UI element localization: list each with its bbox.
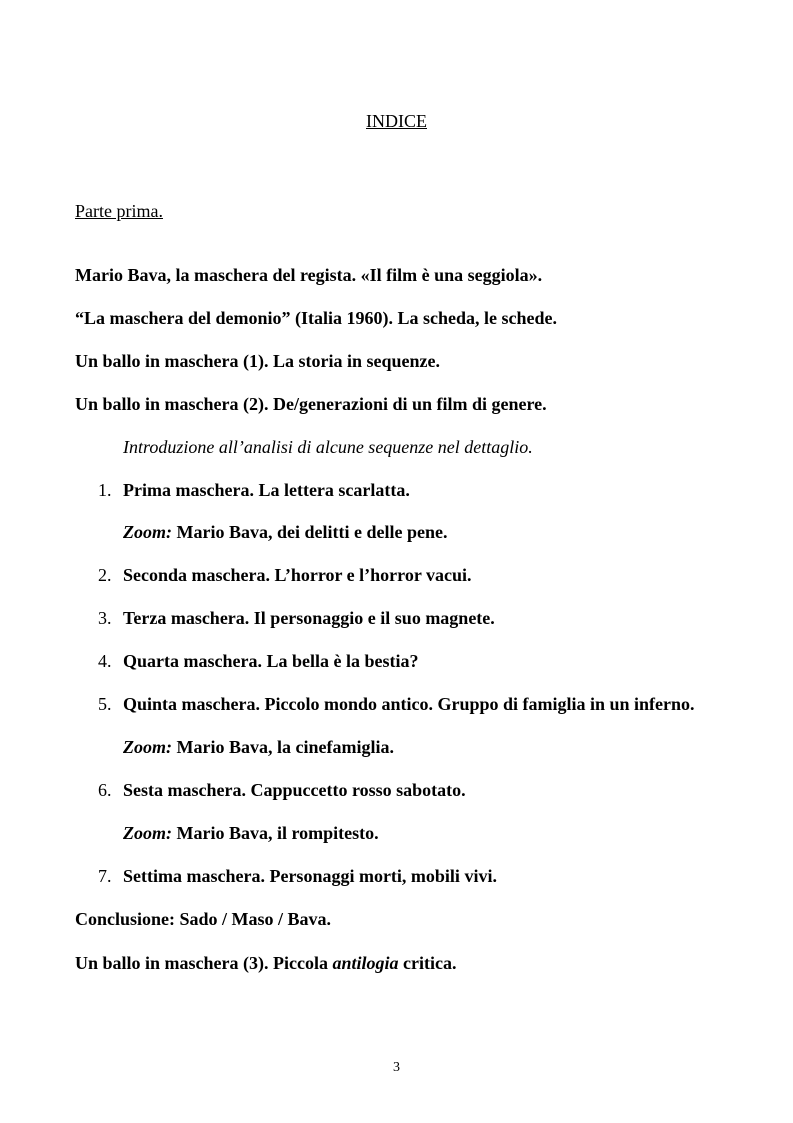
item-number: 2. xyxy=(98,565,112,585)
toc-item: Quinta maschera. Piccolo mondo antico. Gruppo di famiglia in un inferno. xyxy=(123,694,695,714)
item-number: 3. xyxy=(98,608,112,628)
item-number: 4. xyxy=(98,651,112,671)
toc-zoom xyxy=(123,736,394,758)
toc-entry: Un ballo in maschera (2). De/generazioni di un film di genere. xyxy=(75,394,547,414)
toc-conclusion: Conclusione: Sado / Maso / Bava. xyxy=(75,909,332,929)
toc-zoom xyxy=(123,822,379,844)
entry-prefix: Un ballo in maschera (3). Piccola xyxy=(75,953,333,973)
toc-entry: Mario Bava, la maschera del regista. «Il film è una seggiola». xyxy=(75,265,543,285)
toc-entry xyxy=(75,952,456,974)
zoom-label: Zoom: xyxy=(123,823,172,843)
page-title: INDICE xyxy=(366,111,427,131)
zoom-label: Zoom: xyxy=(123,522,172,542)
toc-item: Seconda maschera. L’horror e l’horror vacui. xyxy=(123,565,472,585)
zoom-label: Zoom: xyxy=(123,737,172,757)
item-number: 5. xyxy=(98,694,112,714)
toc-intro: Introduzione all’analisi di alcune sequenze nel dettaglio. xyxy=(123,437,533,457)
page-number: 3 xyxy=(393,1060,400,1075)
part-heading: Parte prima. xyxy=(75,201,163,221)
entry-italic: antilogia xyxy=(332,953,399,973)
item-number: 7. xyxy=(98,866,112,886)
toc-item: Quarta maschera. La bella è la bestia? xyxy=(123,651,419,671)
toc-zoom xyxy=(123,521,447,543)
toc-entry: Un ballo in maschera (1). La storia in sequenze. xyxy=(75,351,441,371)
entry-suffix: critica. xyxy=(398,953,457,973)
zoom-text: Mario Bava, la cinefamiglia. xyxy=(172,737,394,757)
toc-item: Sesta maschera. Cappuccetto rosso sabotato. xyxy=(123,780,466,800)
toc-item: Settima maschera. Personaggi morti, mobili vivi. xyxy=(123,866,497,886)
zoom-text: Mario Bava, il rompitesto. xyxy=(172,823,379,843)
item-number: 1. xyxy=(98,480,112,500)
toc-item: Terza maschera. Il personaggio e il suo magnete. xyxy=(123,608,495,628)
item-number: 6. xyxy=(98,780,112,800)
toc-entry: “La maschera del demonio” (Italia 1960). La scheda, le schede. xyxy=(75,308,557,328)
zoom-text: Mario Bava, dei delitti e delle pene. xyxy=(172,522,448,542)
toc-item: Prima maschera. La lettera scarlatta. xyxy=(123,480,410,500)
